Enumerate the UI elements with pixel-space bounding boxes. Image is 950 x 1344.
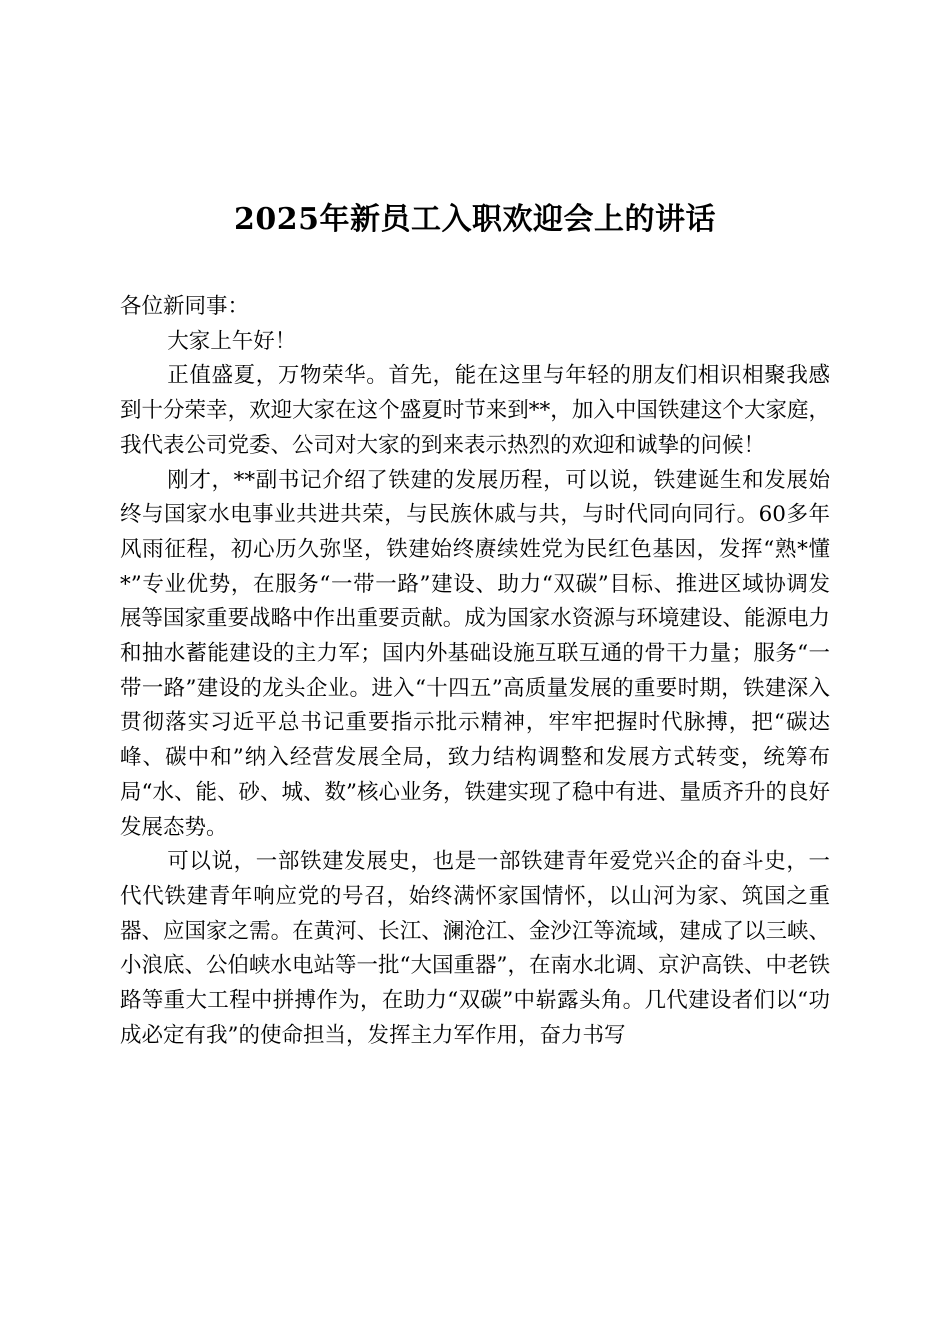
opening-paragraph: 正值盛夏，万物荣华。首先，能在这里与年轻的朋友们相识相聚我感到十分荣幸，欢迎大家在这个盛夏时节来到**，加入中国铁建这个大家庭，我代表公司党委、公司对大家的到来表示热烈的欢迎和诚挚的问候！ [120, 363, 830, 458]
greeting-paragraph: 大家上午好！ [167, 328, 297, 354]
history-paragraph: 刚才，**副书记介绍了铁建的发展历程，可以说，铁建诞生和发展始终与国家水电事业共进共荣，与民族休戚与共，与时代同向同行。60多年风雨征程，初心历久弥坚，铁建始终赓续姓党为民红色基因，发挥“熟*懂*”专业优势，在服务“一带一路”建设、助力“双碳”目标、推进区域协调发展等国家重要战略中作出重要贡献。成为国家水资源与环境建设、能源电力和抽水蓄能建设的主力军；国内外基础设施互联互通的骨干力量；服务“一带一路”建设的龙头企业。进入“十四五”高质量发展的重要时期，铁建深入贯彻落实习近平总书记重要指示批示精神，牢牢把握时代脉搏，把“碳达峰、碳中和”纳入经营发展全局，致力结构调整和发展方式转变，统筹布局“水、能、砂、城、数”核心业务，铁建实现了稳中有进、量质齐升的良好发展态势。 [120, 467, 830, 840]
document-title: 2025年新员工入职欢迎会上的讲话 [234, 202, 716, 237]
youth-paragraph: 可以说，一部铁建发展史，也是一部铁建青年爱党兴企的奋斗史，一代代铁建青年响应党的号召，始终满怀家国情怀，以山河为家、筑国之重器、应国家之需。在黄河、长江、澜沧江、金沙江等流域，建成了以三峡、小浪底、公伯峡水电站等一批“大国重器”，在南水北调、京沪高铁、中老铁路等重大工程中拼搏作为，在助力“双碳”中崭露头角。几代建设者们以“功成必定有我”的使命担当，发挥主力军作用，奋力书写 [120, 849, 830, 1048]
document-body [120, 290, 830, 1053]
salutation: 各位新同事： [120, 294, 250, 319]
